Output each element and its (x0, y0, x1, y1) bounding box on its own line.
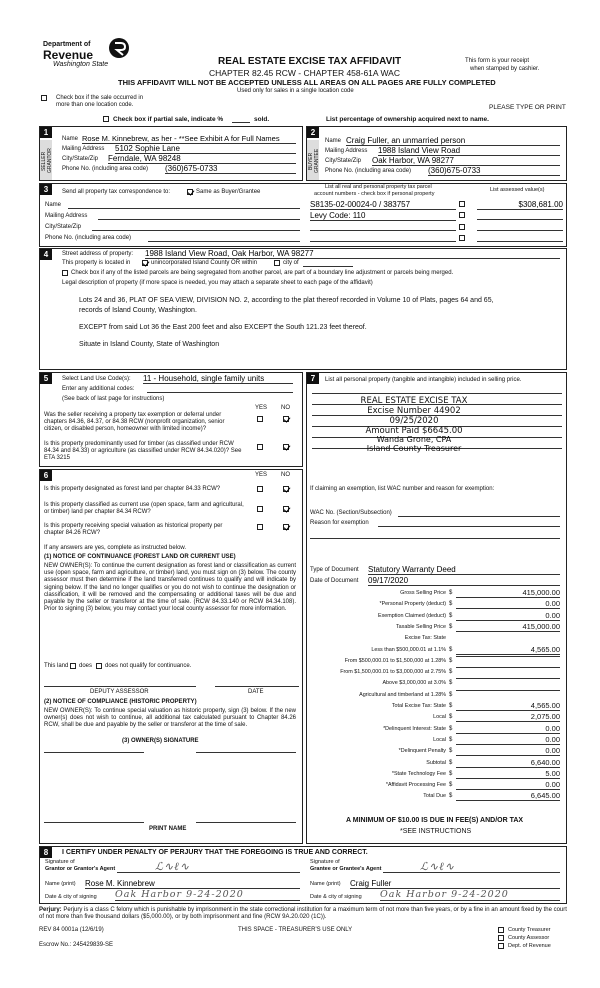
legal-line-2: records of Island County, Washington. (79, 307, 197, 314)
calc-value[interactable] (456, 656, 560, 657)
s5-no-header: NO (281, 405, 290, 411)
located-label-c: city of (283, 260, 299, 266)
calc-value[interactable]: 4,565.00 (456, 701, 560, 711)
grantee-name-label: Name (print) (310, 881, 341, 887)
county-treasurer-checkbox[interactable] (498, 927, 504, 934)
assessed-header: List assessed value(s) (490, 187, 545, 193)
section-6-badge: 6 (40, 470, 52, 481)
section-1-badge: 1 (40, 127, 52, 138)
single-location-note: Used only for sales in a single location code (237, 88, 354, 94)
located-label-a: This property is located in (62, 260, 131, 266)
street-field[interactable]: 1988 Island View Road, Oak Harbor, WA 98277 (145, 249, 560, 259)
owner-signature-1[interactable] (44, 752, 144, 753)
perjury-notice (39, 907, 567, 921)
buyer-mailing-label: Mailing Address (325, 148, 368, 154)
percent-ownership-note: List percentage of ownership acquired next to name. (326, 116, 489, 123)
stamp-line-3: 09/25/2020 (389, 416, 439, 426)
form-chapter: CHAPTER 82.45 RCW - CHAPTER 458-61A WAC (209, 68, 400, 78)
calc-label: Exemption Claimed (deduct) (377, 612, 446, 619)
calc-label: From $1,500,000.01 to $3,000,000 at 2.75% (340, 669, 446, 676)
calc-dollar-sign: $ (449, 691, 453, 698)
calc-value[interactable]: 0.00 (456, 611, 560, 621)
seller-phone-label: Phone No. (including area code) (62, 166, 149, 172)
continuance-title: (1) NOTICE OF CONTINUANCE (FOREST LAND OR CURRENT USE) (44, 554, 236, 560)
calc-value[interactable]: 415,000.00 (456, 622, 560, 632)
additional-codes-label: Enter any additional codes: (62, 386, 135, 392)
stamp-line-4: Amount Paid $6645.00 (365, 426, 463, 436)
calc-dollar-sign: $ (449, 680, 453, 687)
assessed-3-field[interactable] (477, 230, 563, 231)
section-8-badge: 8 (40, 847, 52, 858)
calc-label: *Delinquent Interest: State (383, 725, 446, 732)
grantor-sig-label-2: Grantor or Grantor's Agent (45, 866, 116, 872)
perjury-label: Perjury: (39, 907, 62, 913)
doc-date-label: Date of Document (310, 578, 359, 584)
deputy-date-field[interactable] (215, 686, 299, 687)
form-title: REAL ESTATE EXCISE TAX AFFIDAVIT (218, 56, 402, 67)
county-assessor-label: County Assessor (508, 935, 550, 941)
calc-label: Gross Selling Price (400, 590, 446, 596)
grantee-name-field[interactable]: Craig Fuller (350, 879, 560, 889)
deputy-date-label: DATE (248, 689, 264, 695)
county-assessor-checkbox[interactable] (498, 935, 504, 942)
calc-value[interactable]: 0.00 (456, 735, 560, 745)
buyer-phone-label: Phone No. (including area code) (325, 168, 412, 174)
grantor-date-city-label: Date & city of signing (45, 894, 97, 900)
parcel-header-2: account numbers - check box if personal property (314, 191, 435, 197)
calc-label: Excise Tax: State (404, 635, 446, 642)
dept-line3: Washington State (53, 61, 109, 68)
personal-line-1[interactable] (312, 393, 562, 394)
calc-dollar-sign: $ (449, 612, 453, 619)
calc-dollar-sign: $ (449, 623, 453, 630)
s5-question-1: Was the seller receiving a property tax exemption or deferral under chapters 84.36, 84.37, or 84.38 RCW (nonprofit organization, senior citizen, or disabled person, homeowner with limited income)? (44, 412, 225, 433)
calc-value[interactable] (456, 667, 560, 668)
grantor-sig-label-1: Signature of (45, 859, 75, 865)
calc-label: Total Excise Tax: State (391, 703, 446, 709)
s5-question-2: Is this property predominantly used for timber (as classified under RCW 84.34 and 84.33) or agriculture (as classified under RCW 84.34.020)? See ETA 3215 (44, 441, 242, 462)
segregated-label: Check box if any of the listed parcels are being segregated from another parcel, are part of a boundary line adjustment or parcels being merged. (71, 270, 454, 276)
partial-sale-percent[interactable] (232, 122, 250, 123)
section-3-badge: 3 (40, 184, 52, 195)
buyer-phone-field[interactable]: (360)675-0733 (428, 166, 560, 176)
wac-label: WAC No. (Section/Subsection) (310, 510, 392, 516)
calc-value[interactable] (456, 678, 560, 679)
owner-signature-label: (3) OWNER(S) SIGNATURE (122, 738, 199, 744)
street-label: Street address of property: (62, 251, 134, 257)
parcel-2-checkbox[interactable] (459, 212, 465, 219)
calc-label: Above $3,000,000 at 3.0% (382, 680, 446, 687)
s6-yes-header: YES (255, 472, 268, 478)
calc-label: From $500,000.01 to $1,500,000 at 1.28% (344, 657, 446, 664)
perjury-text: Perjury is a class C felony which is punishable by imprisonment in the state correctional institution for a maximum term of not more than five years, or by a fine in an amount fixed by the court of not more than five thousand dollars ($5,000.00), or by both imprisonment and fine (RCW 9A.20.020 (1C)). (39, 907, 567, 921)
buyer-city-field[interactable]: Oak Harbor, WA 98277 (372, 156, 560, 166)
grantee-date-city-label: Date & city of signing (310, 894, 362, 900)
escrow-number: Escrow No.: 245429839-SE (39, 942, 114, 948)
s6-q1-yes[interactable] (257, 486, 263, 493)
parcel-4-checkbox[interactable] (459, 235, 465, 242)
s3-mailing-label: Mailing Address (45, 213, 88, 219)
calc-label: Agricultural and timberland at 1.28% (359, 691, 446, 698)
calc-label: Local (433, 736, 446, 743)
owner-signature-2[interactable] (196, 752, 296, 753)
s3-phone-field[interactable] (148, 241, 300, 242)
legal-line-4: Situate in Island County, State of Washington (79, 341, 220, 348)
qualify-label-c: does not qualify for continuance. (105, 663, 192, 669)
dept-line1: Department of (43, 41, 91, 48)
s6-q1-no[interactable] (283, 486, 289, 493)
qualify-label-b: does (79, 663, 93, 669)
calc-value[interactable]: 0.00 (456, 599, 560, 609)
s3-name-label: Name (45, 202, 62, 208)
reason-field[interactable] (378, 526, 560, 527)
s6-q2-no[interactable] (283, 506, 289, 513)
located-label-b: unincorporated Island County OR within (151, 260, 258, 266)
seller-phone-field[interactable]: (360)675-0733 (165, 164, 296, 174)
calc-dollar-sign: $ (449, 590, 453, 596)
calc-label: Less than $500,000.01 at 1.1% (371, 646, 446, 653)
calc-dollar-sign: $ (449, 725, 453, 732)
additional-codes-field[interactable] (147, 392, 293, 393)
minimum-fee-note: A MINIMUM OF $10.00 IS DUE IN FEE(S) AND/OR TAX (346, 817, 524, 824)
stamp-line-2: Excise Number 44902 (367, 406, 461, 416)
seller-city-label: City/State/Zip (62, 156, 99, 162)
grantor-name-field[interactable]: Rose M. Kinnebrew (85, 879, 300, 889)
doc-type-label: Type of Document (310, 567, 359, 573)
s3-city-label: City/State/Zip (45, 224, 82, 230)
historic-text: NEW OWNER(S): To continue special valuation as historic property, sign (3) below. If the new owner(s) does not wish to continue, all additional tax calculated pursuant to Chapter 84.26 RCW, shall be due and payable by the seller or transferor at the time of sale. (44, 708, 296, 729)
section-5-badge: 5 (40, 373, 52, 384)
assessed-4-field[interactable] (477, 241, 563, 242)
land-use-label: Select Land Use Code(s): (62, 376, 131, 382)
dept-revenue-checkbox[interactable] (498, 943, 504, 950)
calc-dollar-sign: $ (449, 759, 453, 766)
historic-title: (2) NOTICE OF COMPLIANCE (HISTORIC PROPERTY) (44, 699, 197, 705)
calc-dollar-sign: $ (449, 669, 453, 676)
seller-mailing-field[interactable]: 5102 Sophie Lane (115, 144, 296, 154)
same-as-label: Same as Buyer/Grantee (196, 189, 261, 195)
s6-q2-yes[interactable] (257, 506, 263, 513)
certify-statement: I CERTIFY UNDER PENALTY OF PERJURY THAT THE FOREGOING IS TRUE AND CORRECT. (62, 849, 368, 856)
deputy-assessor-label: DEPUTY ASSESSOR (90, 689, 149, 695)
grantor-date-city-field[interactable]: Oak Harbor 9-24-2020 (115, 889, 300, 901)
reason-field-2[interactable] (310, 538, 560, 539)
buyer-vertical-label: BUYER GRANTEE (308, 148, 320, 174)
assessed-1-field[interactable]: $308,681.00 (477, 200, 563, 210)
seller-name-field[interactable]: Rose M. Kinnebrew, as her - **See Exhibit A for Full Names (82, 134, 296, 144)
grantee-sig-label-1: Signature of (310, 859, 340, 865)
calc-value[interactable]: 6,640.00 (456, 758, 560, 768)
calc-value[interactable]: 5.00 (456, 769, 560, 779)
assessed-2-field[interactable] (477, 219, 563, 220)
qualify-label-a: This land (44, 663, 69, 669)
calc-value[interactable]: 2,075.00 (456, 712, 560, 722)
calc-dollar-sign: $ (449, 782, 453, 789)
form-revision: REV 84 0001a (12/6/19) (39, 927, 104, 933)
continuance-text: NEW OWNER(S): To continue the current designation as forest land or classification as current use (open space, farm and agriculture, or timber) land, you must sign on (3) below. The county assessor must then determine if the land transferred continues to qualify and will indicate by signing below. If the land no longer qualifies or you do not wish to continue the designation or classification, it will be removed and the compensating or additional taxes will be due and payable by the seller or transferor at the time of sale. (RCW 84.33.140 or RCW 84.34.108). Prior to signing (3) below, you may contact your local county assessor for more information. (44, 563, 296, 613)
grantor-name-label: Name (print) (45, 881, 76, 887)
seller-name-label: Name (62, 136, 79, 142)
calc-dollar-sign: $ (449, 736, 453, 743)
city-of-field[interactable] (303, 266, 353, 267)
buyer-name-label: Name (325, 138, 342, 144)
levy-code-field[interactable]: Levy Code: 110 (310, 211, 456, 221)
seller-mailing-label: Mailing Address (62, 146, 105, 152)
grantee-signature-scribble: ℒ∿ℓ∿ (420, 860, 455, 873)
calc-label: Total Due (423, 793, 446, 800)
doc-type-field[interactable]: Statutory Warranty Deed (368, 565, 560, 575)
doc-date-field[interactable]: 09/17/2020 (368, 576, 560, 586)
calc-label: *Affidavit Processing Fee (385, 782, 446, 789)
dept-line2: Revenue (43, 48, 94, 62)
seller-vertical-label: SELLER GRANTOR (41, 148, 53, 174)
treasurer-use-label: THIS SPACE - TREASURER'S USE ONLY (238, 927, 353, 933)
land-use-field[interactable]: 11 - Household, single family units (143, 374, 293, 384)
qualify-does-checkbox[interactable] (70, 663, 76, 670)
calc-label: Subtotal (426, 759, 446, 766)
print-name-1[interactable] (44, 822, 144, 823)
receipt-note-1: This form is your receipt (465, 58, 530, 64)
calc-label: Local (433, 714, 446, 721)
calc-value[interactable]: 6,645.00 (456, 791, 560, 801)
s6-question-2: Is this property classified as current use (open space, farm and agricultural, or timber) land per chapter 84.34 RCW? (44, 502, 244, 516)
multi-location-checkbox[interactable] (41, 95, 47, 102)
calc-value[interactable] (456, 690, 560, 691)
list-personal-label: List all personal property (tangible and intangible) included in selling price. (325, 377, 522, 383)
parcel-3-checkbox[interactable] (459, 224, 465, 231)
s6-question-1: Is this property designated as forest land per chapter 84.33 RCW? (44, 486, 221, 492)
s6-q3-yes[interactable] (257, 524, 263, 531)
calc-value[interactable]: 415,000.00 (456, 588, 560, 598)
wac-field[interactable] (398, 516, 560, 517)
partial-sale-label: Check box if partial sale, indicate % (113, 116, 224, 123)
parcel-header-1: List all real and personal property tax parcel (325, 184, 432, 190)
seller-city-field[interactable]: Ferndale, WA 98248 (108, 154, 296, 164)
qualify-doesnot-checkbox[interactable] (96, 663, 102, 670)
calc-label: *State Technology Fee (391, 770, 446, 777)
county-treasurer-label: County Treasurer (508, 927, 551, 933)
stamp-line-5: Wanda Grone, CPA (376, 435, 452, 444)
calc-dollar-sign: $ (449, 646, 453, 653)
legal-line-3: EXCEPT from said Lot 36 the East 200 feet and also EXCEPT the South 121.23 feet thereof. (79, 324, 367, 331)
s6-no-header: NO (281, 472, 290, 478)
form-warning: THIS AFFIDAVIT WILL NOT BE ACCEPTED UNLESS ALL AREAS ON ALL PAGES ARE FULLY COMPLETED (118, 78, 496, 87)
send-to-label: Send all property tax correspondence to: (62, 189, 171, 195)
stamp-line-1: REAL ESTATE EXCISE TAX (360, 396, 468, 406)
parcel-3-field[interactable] (310, 230, 456, 231)
s3-name-field[interactable] (68, 208, 300, 209)
buyer-mailing-field[interactable]: 1988 Island View Road (378, 146, 560, 156)
calc-dollar-sign: $ (449, 657, 453, 664)
grantee-sig-label-2: Grantee or Grantee's Agent (310, 866, 382, 872)
legal-line-1: Lots 24 and 36, PLAT OF SEA VIEW, DIVISION NO. 2, according to the plat thereof recorded in Volume 10 of Plats, pages 64 and 65, (79, 297, 494, 304)
unincorporated-checkbox[interactable] (142, 260, 148, 267)
s3-phone-label: Phone No. (including area code) (45, 235, 132, 241)
parcel-1-field[interactable]: S8135-02-00024-0 / 383757 (310, 200, 456, 210)
if-yes-note: If any answers are yes, complete as instructed below. (44, 545, 187, 551)
print-name-label: PRINT NAME (149, 826, 187, 832)
calc-dollar-sign: $ (449, 601, 453, 608)
stamp-line-6: Island County Treasurer (366, 444, 462, 453)
partial-sale-checkbox[interactable] (103, 116, 109, 123)
multi-location-label-2: more than one location code. (56, 102, 134, 108)
exemption-claim-label: If claiming an exemption, list WAC number and reason for exemption: (310, 486, 495, 492)
calc-value[interactable]: 0.00 (456, 724, 560, 734)
print-name-2[interactable] (196, 822, 296, 823)
section-2-badge: 2 (307, 127, 319, 138)
parcel-4-field[interactable] (310, 241, 456, 242)
section-4-badge: 4 (40, 249, 52, 260)
dept-revenue-label: Dept. of Revenue (508, 943, 551, 949)
calc-label: Taxable Selling Price (395, 623, 446, 630)
calc-value[interactable]: 0.00 (456, 780, 560, 790)
calc-dollar-sign: $ (449, 793, 453, 800)
segregated-checkbox[interactable] (62, 270, 68, 277)
receipt-note-2: when stamped by cashier. (470, 66, 540, 72)
s5-q1-no[interactable] (283, 416, 289, 423)
s6-q3-no[interactable] (283, 524, 289, 531)
grantor-signature-field[interactable] (117, 872, 300, 873)
calc-value[interactable]: 0.00 (456, 746, 560, 756)
s5-q2-no[interactable] (283, 444, 289, 451)
deputy-assessor-signature[interactable] (44, 686, 196, 687)
see-instructions-note: *SEE INSTRUCTIONS (400, 828, 472, 835)
calc-label: *Personal Property (deduct) (379, 601, 446, 608)
legal-description-label: Legal description of property (if more space is needed, you may attach a separate sheet to each page of the affidavit) (62, 280, 373, 286)
grantee-date-city-field[interactable]: Oak Harbor 9-24-2020 (380, 889, 560, 901)
partial-sale-sold: sold. (254, 116, 270, 123)
calc-dollar-sign: $ (449, 748, 453, 755)
type-or-print: PLEASE TYPE OR PRINT (489, 104, 566, 111)
buyer-city-label: City/State/Zip (325, 158, 362, 164)
parcel-1-checkbox[interactable] (459, 201, 465, 208)
s3-mailing-field[interactable] (98, 219, 300, 220)
reason-label: Reason for exemption (310, 520, 369, 526)
dor-logo-icon (108, 37, 130, 59)
calc-dollar-sign: $ (449, 703, 453, 709)
buyer-name-field[interactable]: Craig Fuller, an unmarried person (346, 136, 560, 146)
s3-city-field[interactable] (92, 230, 300, 231)
calc-label: *Delinquent Penalty (398, 748, 446, 755)
s5-yes-header: YES (255, 405, 268, 411)
calc-dollar-sign: $ (449, 770, 453, 777)
grantee-signature-field[interactable] (383, 872, 560, 873)
calc-value[interactable]: 4,565.00 (456, 645, 560, 655)
same-as-checkbox[interactable] (187, 189, 193, 196)
s5-q1-yes[interactable] (257, 416, 263, 423)
s6-question-3: Is this property receiving special valuation as historical property per chapter 84.26 RCW? (44, 523, 223, 537)
s5-q2-yes[interactable] (257, 444, 263, 451)
multi-location-label-1: Check box if the sale occurred in (56, 95, 144, 101)
grantor-signature-scribble: ℒ∿ℓ∿ (155, 860, 190, 873)
section-7-badge: 7 (307, 373, 319, 384)
calc-dollar-sign: $ (449, 714, 453, 721)
city-of-checkbox[interactable] (274, 260, 280, 267)
see-back-label: (See back of last page for instructions) (62, 396, 165, 402)
